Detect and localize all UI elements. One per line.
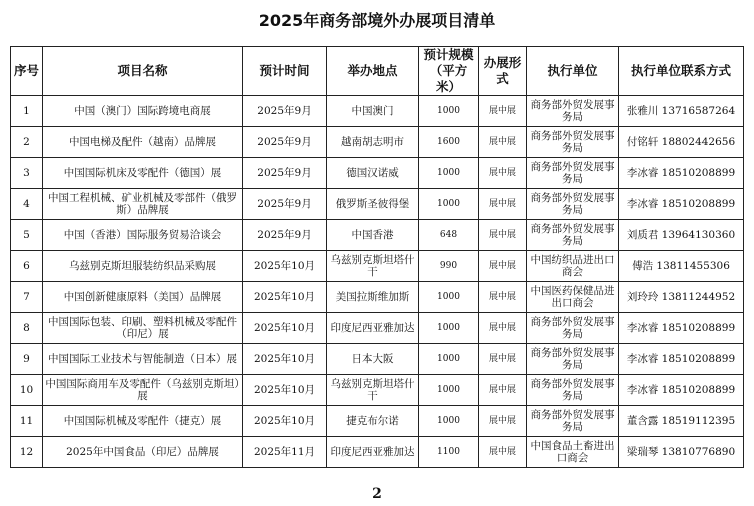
table-row: [11, 282, 744, 313]
scale-cell: 990: [419, 251, 479, 282]
date-cell: 2025年10月: [243, 344, 327, 375]
header-location: 举办地点: [327, 47, 419, 96]
date-cell: 2025年10月: [243, 251, 327, 282]
contact-cell: 李冰睿 18510208899: [619, 375, 744, 406]
serial-cell: 7: [11, 282, 43, 313]
date-cell: 2025年9月: [243, 158, 327, 189]
contact-cell: 刘玲玲 13811244952: [619, 282, 744, 313]
project-name-cell: 中国（澳门）国际跨境电商展: [43, 96, 243, 127]
serial-cell: 3: [11, 158, 43, 189]
serial-cell: 11: [11, 406, 43, 437]
contact-cell: 李冰睿 18510208899: [619, 344, 744, 375]
location-cell: 越南胡志明市: [327, 127, 419, 158]
format-cell: 展中展: [479, 158, 527, 189]
executor-cell: 中国纺织品进出口商会: [527, 251, 619, 282]
location-cell: 印度尼西亚雅加达: [327, 437, 419, 468]
contact-cell: 董含露 18519112395: [619, 406, 744, 437]
project-name-cell: 中国国际包装、印刷、塑料机械及零配件（印尼）展: [43, 313, 243, 344]
serial-cell: 9: [11, 344, 43, 375]
location-cell: 中国香港: [327, 220, 419, 251]
executor-cell: 中国医药保健品进出口商会: [527, 282, 619, 313]
date-cell: 2025年9月: [243, 189, 327, 220]
executor-cell: 中国食品土畜进出口商会: [527, 437, 619, 468]
date-cell: 2025年10月: [243, 375, 327, 406]
scale-cell: 1000: [419, 282, 479, 313]
project-name-cell: 中国创新健康原料（美国）品牌展: [43, 282, 243, 313]
contact-cell: 付铭轩 18802442656: [619, 127, 744, 158]
format-cell: 展中展: [479, 437, 527, 468]
header-contact: 执行单位联系方式: [619, 47, 744, 96]
contact-cell: 傅浩 13811455306: [619, 251, 744, 282]
table-row: [11, 375, 744, 406]
scale-cell: 1000: [419, 344, 479, 375]
format-cell: 展中展: [479, 282, 527, 313]
table-row: [11, 158, 744, 189]
executor-cell: 商务部外贸发展事务局: [527, 406, 619, 437]
header-format: 办展形式: [479, 47, 527, 96]
format-cell: 展中展: [479, 189, 527, 220]
table-row: [11, 189, 744, 220]
table-row: [11, 437, 744, 468]
location-cell: 日本大阪: [327, 344, 419, 375]
location-cell: 德国汉诺威: [327, 158, 419, 189]
project-name-cell: 中国国际机床及零配件（德国）展: [43, 158, 243, 189]
serial-cell: 6: [11, 251, 43, 282]
executor-cell: 商务部外贸发展事务局: [527, 375, 619, 406]
scale-cell: 648: [419, 220, 479, 251]
scale-cell: 1000: [419, 375, 479, 406]
location-cell: 印度尼西亚雅加达: [327, 313, 419, 344]
table-row: [11, 220, 744, 251]
executor-cell: 商务部外贸发展事务局: [527, 189, 619, 220]
serial-cell: 10: [11, 375, 43, 406]
executor-cell: 商务部外贸发展事务局: [527, 313, 619, 344]
contact-cell: 李冰睿 18510208899: [619, 158, 744, 189]
location-cell: 美国拉斯维加斯: [327, 282, 419, 313]
scale-cell: 1000: [419, 96, 479, 127]
date-cell: 2025年10月: [243, 313, 327, 344]
header-serial: 序号: [11, 47, 43, 96]
date-cell: 2025年9月: [243, 96, 327, 127]
project-name-cell: 中国电梯及配件（越南）品牌展: [43, 127, 243, 158]
project-name-cell: 中国国际机械及零配件（捷克）展: [43, 406, 243, 437]
scale-cell: 1000: [419, 406, 479, 437]
scale-cell: 1000: [419, 313, 479, 344]
table-row: [11, 313, 744, 344]
executor-cell: 商务部外贸发展事务局: [527, 96, 619, 127]
date-cell: 2025年10月: [243, 282, 327, 313]
contact-cell: 梁瑞琴 13810776890: [619, 437, 744, 468]
format-cell: 展中展: [479, 220, 527, 251]
executor-cell: 商务部外贸发展事务局: [527, 344, 619, 375]
project-name-cell: 中国国际工业技术与智能制造（日本）展: [43, 344, 243, 375]
project-name-cell: 中国国际商用车及零配件（乌兹别克斯坦）展: [43, 375, 243, 406]
project-table: [10, 46, 744, 468]
contact-cell: 李冰睿 18510208899: [619, 189, 744, 220]
location-cell: 乌兹别克斯坦塔什干: [327, 251, 419, 282]
serial-cell: 4: [11, 189, 43, 220]
format-cell: 展中展: [479, 375, 527, 406]
executor-cell: 商务部外贸发展事务局: [527, 127, 619, 158]
page-number: 2: [372, 486, 382, 502]
format-cell: 展中展: [479, 96, 527, 127]
location-cell: 乌兹别克斯坦塔什干: [327, 375, 419, 406]
contact-cell: 刘质君 13964130360: [619, 220, 744, 251]
location-cell: 俄罗斯圣彼得堡: [327, 189, 419, 220]
scale-cell: 1100: [419, 437, 479, 468]
project-name-cell: 乌兹别克斯坦服装纺织品采购展: [43, 251, 243, 282]
format-cell: 展中展: [479, 127, 527, 158]
format-cell: 展中展: [479, 344, 527, 375]
project-name-cell: 中国工程机械、矿业机械及零部件（俄罗斯）品牌展: [43, 189, 243, 220]
location-cell: 中国澳门: [327, 96, 419, 127]
serial-cell: 5: [11, 220, 43, 251]
date-cell: 2025年11月: [243, 437, 327, 468]
location-cell: 捷克布尔诺: [327, 406, 419, 437]
header-row: [11, 47, 744, 96]
contact-cell: 李冰睿 18510208899: [619, 313, 744, 344]
serial-cell: 2: [11, 127, 43, 158]
date-cell: 2025年9月: [243, 220, 327, 251]
scale-cell: 1000: [419, 158, 479, 189]
format-cell: 展中展: [479, 313, 527, 344]
header-project-name: 项目名称: [43, 47, 243, 96]
serial-cell: 1: [11, 96, 43, 127]
header-executor: 执行单位: [527, 47, 619, 96]
table-row: [11, 406, 744, 437]
executor-cell: 商务部外贸发展事务局: [527, 220, 619, 251]
header-scale: 预计规模（平方米）: [419, 47, 479, 96]
serial-cell: 12: [11, 437, 43, 468]
scale-cell: 1600: [419, 127, 479, 158]
table-row: [11, 251, 744, 282]
header-date: 预计时间: [243, 47, 327, 96]
table-row: [11, 127, 744, 158]
scale-cell: 1000: [419, 189, 479, 220]
date-cell: 2025年9月: [243, 127, 327, 158]
executor-cell: 商务部外贸发展事务局: [527, 158, 619, 189]
format-cell: 展中展: [479, 251, 527, 282]
date-cell: 2025年10月: [243, 406, 327, 437]
project-name-cell: 中国（香港）国际服务贸易洽谈会: [43, 220, 243, 251]
document-title: 2025年商务部境外办展项目清单: [258, 11, 496, 30]
contact-cell: 张雅川 13716587264: [619, 96, 744, 127]
format-cell: 展中展: [479, 406, 527, 437]
project-name-cell: 2025年中国食品（印尼）品牌展: [43, 437, 243, 468]
table-row: [11, 344, 744, 375]
serial-cell: 8: [11, 313, 43, 344]
table-row: [11, 96, 744, 127]
